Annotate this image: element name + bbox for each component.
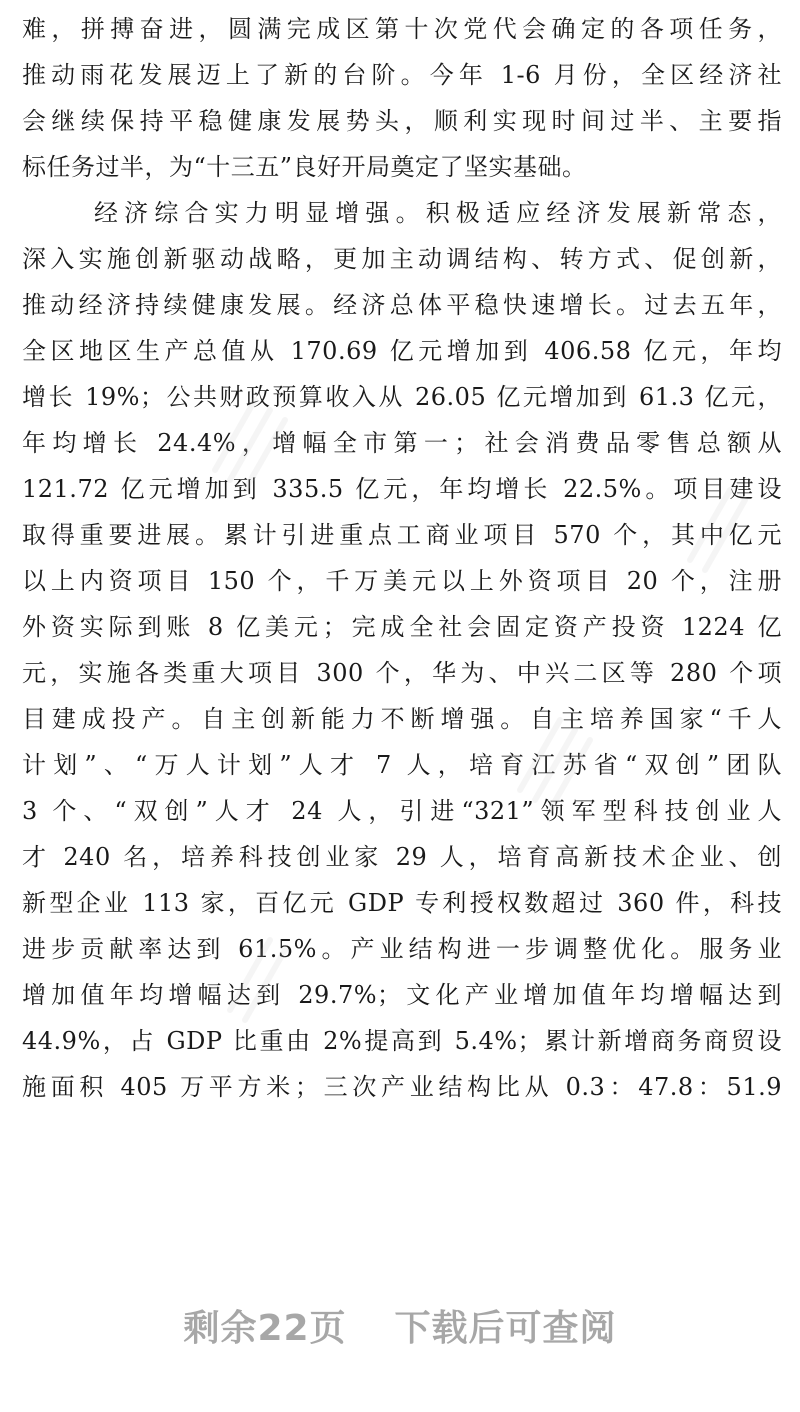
remaining-pages-label[interactable]: 剩余22页 — [183, 1308, 347, 1349]
download-prompt[interactable] — [0, 1300, 800, 1351]
text-line: 外资实际到账 8 亿美元；完成全社会固定资产投资 1224 亿 — [22, 613, 782, 641]
text-line: 推动经济持续健康发展。经济总体平稳快速增长。过去五年， — [22, 291, 782, 319]
text-line: 深入实施创新驱动战略，更加主动调结构、转方式、促创新， — [22, 245, 782, 273]
text-line: 施面积 405 万平方米；三次产业结构比从 0.3：47.8：51.9 — [22, 1073, 782, 1101]
download-to-view-label[interactable]: 下载后可查阅 — [394, 1308, 617, 1349]
text-line: 全区地区生产总值从 170.69 亿元增加到 406.58 亿元，年均 — [22, 337, 782, 365]
text-line: 取得重要进展。累计引进重点工商业项目 570 个，其中亿元 — [22, 521, 782, 549]
text-line: 元，实施各类重大项目 300 个，华为、中兴二区等 280 个项 — [22, 659, 782, 687]
text-line: 以上内资项目 150 个，千万美元以上外资项目 20 个，注册 — [22, 567, 782, 595]
text-line: 增加值年均增幅达到 29.7%；文化产业增加值年均增幅达到 — [22, 981, 782, 1009]
text-line: 会继续保持平稳健康发展势头，顺利实现时间过半、主要指 — [22, 107, 782, 135]
text-line: 增长 19%；公共财政预算收入从 26.05 亿元增加到 61.3 亿元， — [22, 383, 782, 411]
text-line: 目建成投产。自主创新能力不断增强。自主培养国家“千人 — [22, 705, 782, 733]
text-line: 才 240 名，培养科技创业家 29 人，培育高新技术企业、创 — [22, 843, 782, 871]
text-line: 3 个、“双创”人才 24 人，引进“321”领军型科技创业人 — [22, 797, 782, 825]
text-line: 121.72 亿元增加到 335.5 亿元，年均增长 22.5%。项目建设 — [22, 475, 782, 503]
text-line: 新型企业 113 家，百亿元 GDP 专利授权数超过 360 件，科技 — [22, 889, 782, 917]
document-body — [22, 6, 782, 1110]
text-line: 难，拼搏奋进，圆满完成区第十次党代会确定的各项任务， — [22, 15, 782, 43]
text-line: 推动雨花发展迈上了新的台阶。今年 1-6 月份，全区经济社 — [22, 61, 782, 89]
text-line: 进步贡献率达到 61.5%。产业结构进一步调整优化。服务业 — [22, 935, 782, 963]
text-line: 计划”、“万人计划”人才 7 人，培育江苏省“双创”团队 — [22, 751, 782, 779]
text-line: 年均增长 24.4%，增幅全市第一；社会消费品零售总额从 — [22, 429, 782, 457]
paragraph-start-line: 经济综合实力明显增强。积极适应经济发展新常态， — [94, 199, 782, 227]
text-line: 44.9%，占 GDP 比重由 2%提高到 5.4%；累计新增商务商贸设 — [22, 1027, 782, 1055]
text-line: 标任务过半，为“十三五”良好开局奠定了坚实基础。 — [22, 153, 587, 181]
